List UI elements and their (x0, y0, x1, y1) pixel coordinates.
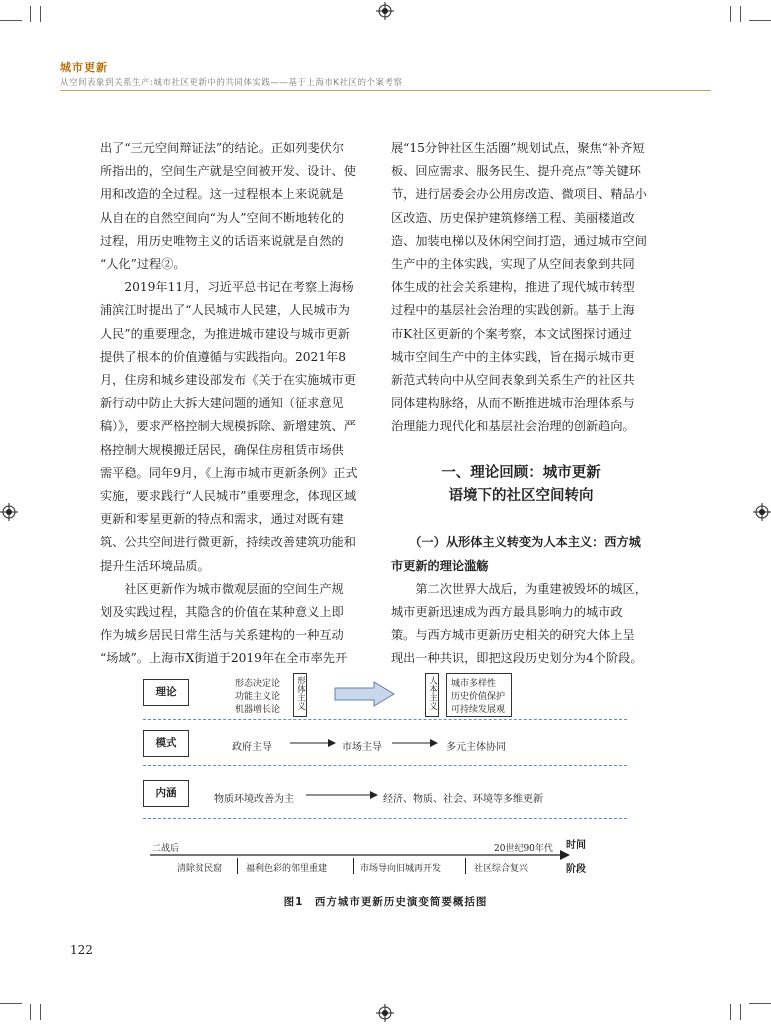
crop-mark (0, 1003, 22, 1004)
stage-divider (465, 858, 466, 874)
text-line: 提供了根本的价值遵循与实践指向。2021年8 (100, 349, 346, 364)
text-line: 划及实践过程，其隐含的价值在某种意义上即 (100, 605, 344, 620)
text-line: 第二次世界大战后，为重建被毁坏的城区， (391, 581, 647, 596)
arrow-icon (306, 790, 378, 800)
text-line: 作为城乡居民日常生活与关系建构的一种互动 (100, 628, 344, 643)
text-line: 人民”的重要理念，为推进城市建设与城市更新 (100, 326, 350, 341)
theory-item: 形态决定论 (235, 679, 281, 689)
left-column (100, 137, 360, 671)
crop-mark (749, 1003, 771, 1004)
spacer (391, 439, 651, 462)
timeline-end: 20世纪90年代 (494, 844, 553, 854)
right-column (391, 137, 651, 671)
mode-step: 市场主导 (342, 742, 382, 753)
row-label-mode: 模式 (143, 730, 189, 757)
crop-mark (0, 20, 22, 21)
crop-mark (740, 1004, 741, 1020)
article-subtitle: 从空间表象到关系生产:城市社区更新中的共同体实践——基于上海市K社区的个案考察 (60, 78, 403, 88)
formalism-label: 形体主义 (295, 676, 306, 710)
crop-mark (30, 1004, 31, 1020)
text-line: 新范式转向中从空间表象到关系生产的社区共 (391, 373, 635, 388)
figure-caption: 图1 西方城市更新历史演变简要概括图 (283, 896, 488, 908)
stage-label: 市场导向旧城再开发 (360, 864, 442, 874)
section-heading: 一、理论回顾：城市更新 (441, 464, 601, 481)
theory-item: 功能主义论 (235, 692, 281, 702)
text-line: 更新和零星更新的特点和需求，通过对既有建 (100, 512, 344, 527)
text-line: 2019年11月，习近平总书记在考察上海杨 (100, 280, 354, 295)
registration-mark-icon (753, 503, 771, 521)
axis-stage-label: 阶段 (566, 864, 586, 875)
text-line: 生产中的主体实践，实现了从空间表象到共同 (391, 257, 635, 272)
theory-item: 历史价值保护 (451, 692, 506, 702)
content-step: 物质环境改善为主 (214, 794, 294, 805)
theory-item: 可持续发展观 (451, 705, 506, 715)
text-line: 城市空间生产中的主体实践，旨在揭示城市更 (391, 349, 635, 364)
text-line: 展“15分钟社区生活圈”规划试点，聚焦“补齐短 (391, 141, 645, 155)
text-line: 治理能力现代化和基层社会治理的创新趋向。 (391, 419, 635, 434)
timeline-start: 二战后 (152, 844, 180, 854)
text-line: 所指出的，空间生产就是空间被开发、设计、使 (100, 164, 356, 179)
text-line: 体生成的社会关系建构，推进了现代城市转型 (391, 280, 635, 295)
stage-divider (353, 858, 354, 874)
humanism-label: 人本主义 (427, 676, 438, 710)
text-line: 需平稳。同年9月，《上海市城市更新条例》正式 (100, 465, 358, 480)
crop-mark (749, 20, 771, 21)
text-line: 现出一种共识，即把这段历史划分为4个阶段。 (391, 651, 643, 666)
axis-time-label: 时间 (566, 840, 586, 851)
text-line: 过程中的基层社会治理的实践创新。基于上海 (391, 303, 635, 318)
text-line: 浦滨江时提出了“人民城市人民建，人民城市为 (100, 303, 350, 318)
text-line: 策。与西方城市更新历史相关的研究大体上呈 (391, 628, 635, 643)
text-line: 稿）》，要求严格控制大规模拆除、新增建筑、严 (100, 419, 356, 434)
timeline-axis (150, 848, 570, 862)
transition-arrow-icon (334, 681, 396, 707)
row-separator (143, 719, 627, 720)
text-line: 城市更新迅速成为西方最具影响力的城市政 (391, 605, 623, 620)
humanism-box (425, 673, 439, 717)
text-line: 社区更新作为城市微观层面的空间生产规 (100, 581, 344, 596)
row-label-content: 内涵 (143, 780, 189, 807)
arrow-icon (392, 738, 438, 748)
text-line: 市K社区更新的个案考察，本文试图探讨通过 (391, 326, 632, 341)
text-line: 新行动中防止大拆大建问题的通知（征求意见 (100, 396, 344, 411)
formalism-box (293, 673, 307, 717)
subsection-heading: （一）从形体主义转变为人本主义：西方城 (391, 535, 641, 550)
stage-divider (237, 858, 238, 874)
header-divider (60, 90, 711, 91)
text-line: 过程，用历史唯物主义的话语来说就是自然的 (100, 233, 344, 248)
crop-mark (730, 1004, 731, 1020)
spacer (391, 508, 651, 531)
row-separator (143, 765, 627, 766)
row-separator (143, 818, 627, 819)
text-line: 从自在的自然空间向“为人”空间不断地转化的 (100, 210, 345, 225)
theory-item: 机器增长论 (235, 705, 281, 715)
content-step: 经济、物质、社会、环境等多维更新 (383, 794, 543, 805)
crop-mark (740, 6, 741, 22)
crop-mark (40, 1004, 41, 1020)
text-line: 筑、公共空间进行微更新，持续改善建筑功能和 (100, 535, 356, 550)
mode-step: 政府主导 (232, 742, 272, 753)
text-line: “人化”过程②。 (100, 257, 186, 272)
page-number: 122 (70, 943, 93, 957)
text-line: 月，住房和城乡建设部发布《关于在实施城市更 (100, 373, 356, 388)
crop-mark (730, 6, 731, 22)
text-line: 实施，要求践行“人民城市”重要理念，体现区域 (100, 489, 357, 504)
section-title: 城市更新 (60, 61, 108, 74)
text-line: “场域”。上海市X街道于2019年在全市率先开 (100, 651, 348, 666)
text-line: 提升生活环境品质。 (100, 558, 210, 573)
text-line: 格控制大规模搬迁居民，确保住房租赁市场供 (100, 442, 344, 457)
text-line: 区改造、历史保护建筑修缮工程、美丽楼道改 (391, 210, 635, 225)
text-line: 造、加装电梯以及休闲空间打造，通过城市空间 (391, 233, 647, 248)
text-line: 同体建构脉络，从而不断推进城市治理体系与 (391, 396, 635, 411)
row-label-theory: 理论 (143, 679, 189, 706)
registration-mark-icon (376, 1004, 394, 1022)
registration-mark-icon (0, 503, 18, 521)
stage-label: 社区综合复兴 (474, 864, 529, 874)
registration-mark-icon (376, 2, 394, 20)
crop-mark (40, 6, 41, 22)
mode-step: 多元主体协同 (446, 742, 506, 753)
subsection-heading: 市更新的理论滥觞 (391, 558, 489, 573)
theory-item: 城市多样性 (451, 679, 497, 689)
text-line: 节，进行居委会办公用房改造、微项目、精品小 (391, 187, 647, 202)
section-heading: 语境下的社区空间转向 (448, 488, 594, 505)
stage-label: 福利色彩的邻里重建 (246, 864, 328, 874)
text-line: 出了“三元空间辩证法”的结论。正如列斐伏尔 (100, 141, 345, 155)
stage-label: 清除贫民窟 (177, 864, 223, 874)
text-line: 板、回应需求、服务民生、提升亮点”等关键环 (391, 164, 641, 179)
crop-mark (30, 6, 31, 22)
text-line: 用和改造的全过程。这一过程根本上来说就是 (100, 187, 344, 202)
arrow-icon (290, 738, 336, 748)
